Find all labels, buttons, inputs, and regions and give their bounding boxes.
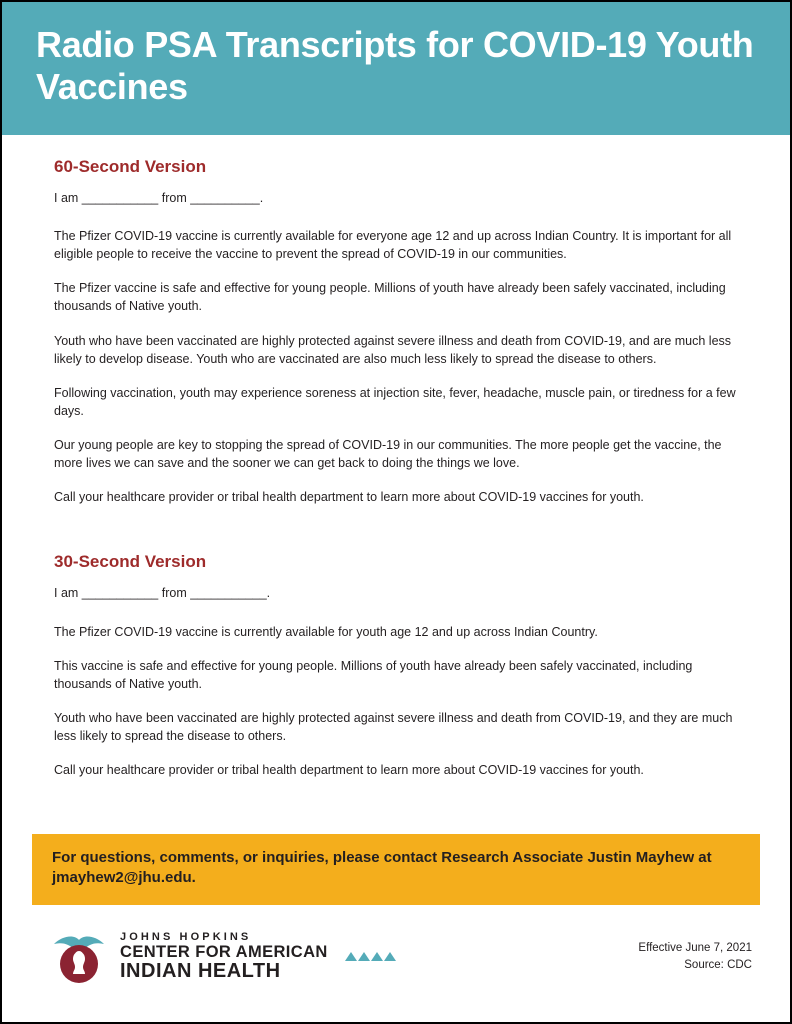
- logo-line-2: CENTER FOR AMERICAN: [120, 942, 328, 961]
- page-title: Radio PSA Transcripts for COVID-19 Youth Vaccines: [36, 24, 754, 108]
- paragraph: Call your healthcare provider or tribal health department to learn more about COVID-19 vaccines for youth.: [54, 763, 644, 778]
- paragraph: The Pfizer vaccine is safe and effective for young people. Millions of youth have already been safely vaccinated, including thousands of Native youth.: [54, 281, 726, 314]
- triangles-icon: [344, 948, 396, 966]
- section-30-second: [50, 552, 742, 779]
- contact-callout: [32, 834, 760, 905]
- document-body: [2, 135, 790, 779]
- section-title-60: 60-Second Version: [54, 156, 207, 176]
- logo-line-3: INDIAN HEALTH: [120, 959, 281, 982]
- contact-text: For questions, comments, or inquiries, please contact Research Associate Justin Mayhew at jmayhew2@jhu.edu.: [52, 849, 712, 887]
- logo-line-1: JOHNS HOPKINS: [120, 931, 252, 944]
- paragraph: Call your healthcare provider or tribal health department to learn more about COVID-19 vaccines for youth.: [54, 490, 644, 505]
- organization-logo: [48, 928, 396, 986]
- paragraph: The Pfizer COVID-19 vaccine is currently available for everyone age 12 and up across Indian Country. It is important for all eligible people to receive the vaccine to prevent the spread of COVID-19 in our communities.: [54, 229, 732, 262]
- section-title-30: 30-Second Version: [54, 552, 207, 572]
- paragraph: Youth who have been vaccinated are highly protected against severe illness and death from COVID-19, and they are much less likely to spread the disease to others.: [54, 710, 733, 744]
- document-header: [2, 2, 790, 135]
- effective-date: Effective June 7, 2021: [638, 942, 752, 955]
- source-label: Source: CDC: [684, 959, 752, 971]
- logo-wordmark: [120, 932, 328, 982]
- paragraph: The Pfizer COVID-19 vaccine is currently available for youth age 12 and up across Indian Country.: [54, 624, 598, 639]
- footer-meta: [638, 940, 752, 973]
- paragraph: Youth who have been vaccinated are highly protected against severe illness and death from COVID-19, and are much less likely to develop disease. Youth who are vaccinated are also much less likely to spread the disease to others.: [54, 333, 732, 366]
- document-footer: [2, 922, 790, 992]
- paragraph: This vaccine is safe and effective for young people. Millions of youth have already been safely vaccinated, including thousands of Native youth.: [54, 658, 693, 691]
- thunderbird-logo-icon: [48, 928, 110, 986]
- paragraph: I am ___________ from __________.: [54, 190, 264, 205]
- paragraph: Following vaccination, youth may experience soreness at injection site, fever, headache, muscle pain, or tiredness for a few days.: [54, 385, 736, 418]
- paragraph: Our young people are key to stopping the spread of COVID-19 in our communities. The more people get the vaccine, the more lives we can save and the sooner we can get back to doing the things we love.: [54, 438, 722, 471]
- paragraph: I am ___________ from ___________.: [54, 586, 271, 601]
- section-60-second: [50, 157, 742, 507]
